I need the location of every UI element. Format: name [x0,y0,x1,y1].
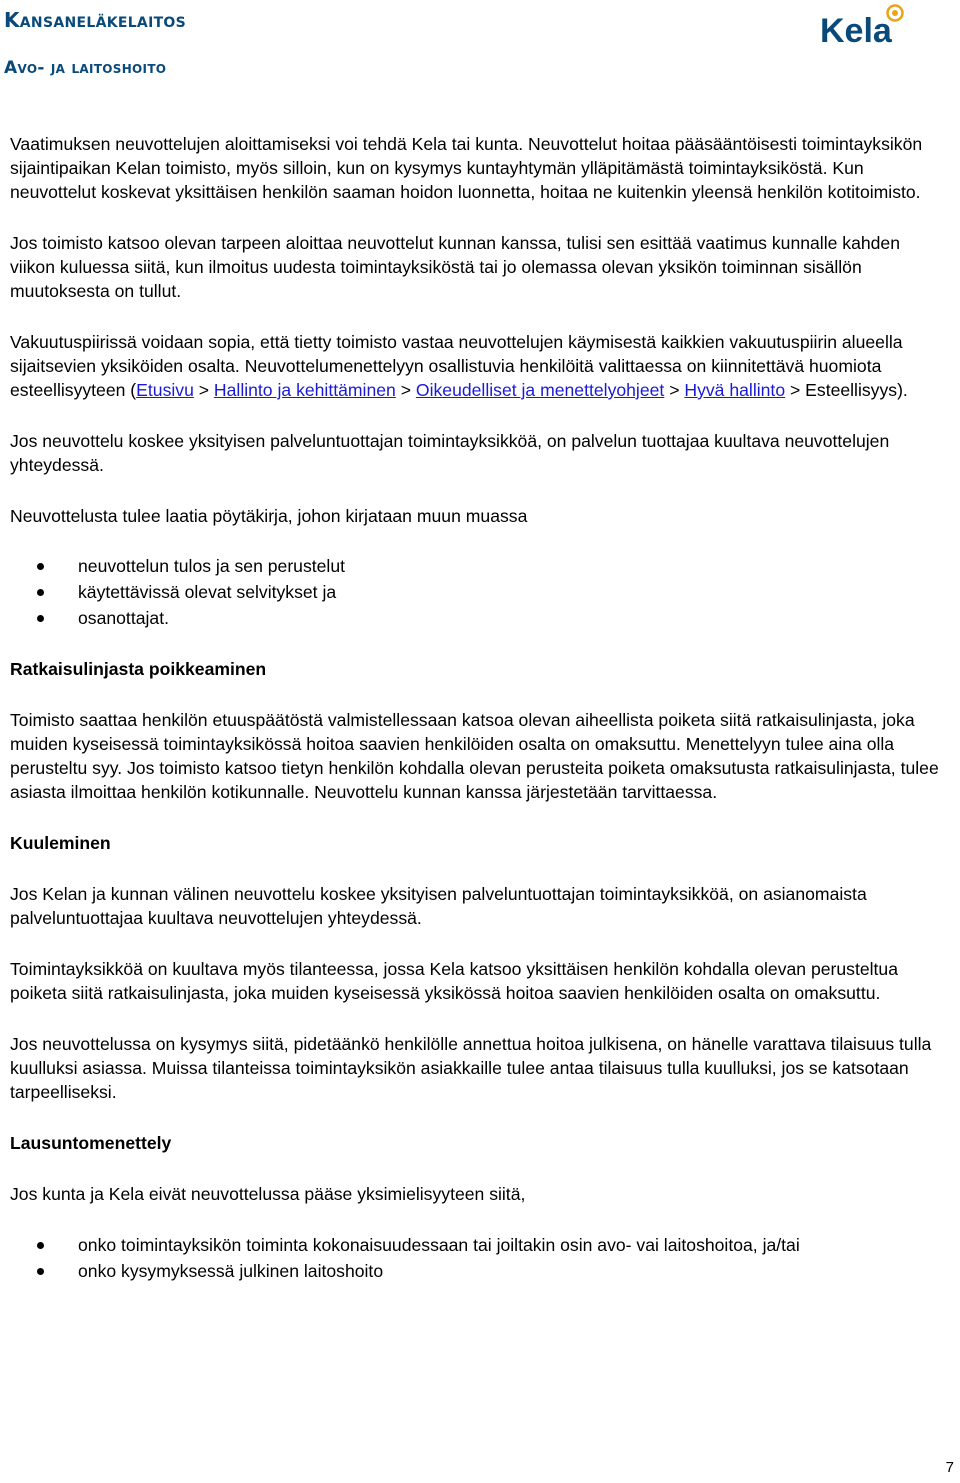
list-item: käytettävissä olevat selvitykset ja [10,580,946,604]
heading-lausuntomenettely: Lausuntomenettely [10,1133,172,1153]
paragraph-hearing-unit: Toimintayksikköä on kuultava myös tilanteessa, jossa Kela katsoo yksittäisen henkilön kohdalla olevan perusteltua poiketa siitä ratkaisulinjasta, joka muiden kyseisessä yksikössä hoitoa saavien henkilöiden osalta on omaksuttu. [10,959,898,1003]
paragraph-statement-procedure: Jos kunta ja Kela eivät neuvottelussa pääse yksimielisyyteen siitä, [10,1184,526,1204]
bullet-icon [37,563,44,570]
document-body [10,132,946,1310]
disagreement-list [10,1233,946,1283]
paragraph-negotiation-with-municipality: Jos toimisto katsoo olevan tarpeen aloittaa neuvottelut kunnan kanssa, tulisi sen esittää vaatimus kunnalle kahden viikon kuluessa siitä, kun ilmoitus uudesta toimintayksiköstä tai jo olemassa olevan yksikön toiminnan sisällön muutoksesta on tullut. [10,233,901,301]
paragraph-insurance-district: Vakuutuspiirissä voidaan sopia, että tietty toimisto vastaa neuvottelujen käymisestä kaikkien vakuutuspiirin alueella sijaitsevien yksiköiden osalta. Neuvottelumenettelyyn osallistuvia henkilöitä valittaessa on kiinnitettävä huomiota esteellisyyteen (Etusivu > Hallinto ja kehittäminen > Oikeudelliset ja menettelyohjeet > Hyvä hallinto > Esteellisyys). [10,332,908,400]
link-hallinto-ja-kehittaminen[interactable]: Hallinto ja kehittäminen [213,380,396,400]
list-item: osanottajat. [10,606,946,630]
paragraph-negotiation-initiation: Vaatimuksen neuvottelujen aloittamiseksi voi tehdä Kela tai kunta. Neuvottelut hoitaa pääsääntöisesti toimintayksikön sijaintipaikan Kelan toimisto, myös silloin, kun on kysymys kuntayhtymän ylläpitämästä toimintayksiköstä. Kun neuvottelut koskevat yksittäisen henkilön saaman hoidon luonnetta, hoitaa ne kuitenkin yleensä henkilön kotitoimisto. [10,134,923,202]
link-hyva-hallinto[interactable]: Hyvä hallinto [684,380,786,400]
heading-kuuleminen: Kuuleminen [10,833,111,853]
paragraph-private-provider: Jos neuvottelu koskee yksityisen palveluntuottajan toimintayksikköä, on palvelun tuottajaa kuultava neuvottelujen yhteydessä. [10,431,890,475]
bullet-icon [37,615,44,622]
bullet-icon [37,589,44,596]
list-item: neuvottelun tulos ja sen perustelut [10,554,946,578]
page-number: 7 [945,1459,954,1476]
list-item: onko kysymyksessä julkinen laitoshoito [10,1259,946,1283]
header-section-title: Avo- ja laitoshoito [4,58,167,78]
paragraph-hearing-person: Jos neuvottelussa on kysymys siitä, pidetäänkö henkilölle annettua hoitoa julkisena, on hänelle varattava tilaisuus tulla kuulluksi asiassa. Muissa tilanteissa toimintayksikön asiakkaille tulee antaa tilaisuus tulla kuulluksi, jos se katsotaan tarpeelliseksi. [10,1034,932,1102]
paragraph-deviation: Toimisto saattaa henkilön etuuspäätöstä valmistellessaan katsoa olevan aiheellista poiketa siitä ratkaisulinjasta, joka muiden kyseisessä toimintayksikössä hoitoa saavien henkilöiden osalta on omaksuttu. Menettelyyn tulee aina olla perusteltu syy. Jos toimisto katsoo tietyn henkilön kohdalla olevan perusteita poiketa omaksutusta ratkaisulinjasta, tulee asiasta ilmoittaa henkilön kotikunnalle. Neuvottelu kunnan kanssa järjestetään tarvittaessa. [10,710,939,802]
paragraph-hearing-provider: Jos Kelan ja kunnan välinen neuvottelu koskee yksityisen palveluntuottajan toimintayksikköä, on asianomaista palveluntuottajaa kuultava neuvottelujen yhteydessä. [10,884,867,928]
paragraph-minutes: Neuvottelusta tulee laatia pöytäkirja, johon kirjataan muun muassa [10,506,528,526]
bullet-icon [37,1268,44,1275]
kela-logo [818,4,908,48]
header-organization: Kansaneläkelaitos [4,8,187,32]
bullet-icon [37,1242,44,1249]
link-etusivu[interactable]: Etusivu [136,380,194,400]
list-item: onko toimintayksikön toiminta kokonaisuudessaan tai joiltakin osin avo- vai laitoshoitoa, ja/tai [10,1233,946,1257]
minutes-contents-list [10,554,946,630]
heading-ratkaisulinjasta-poikkeaminen: Ratkaisulinjasta poikkeaminen [10,659,267,679]
kela-logo-text: Kela [820,12,892,48]
link-oikeudelliset-ja-menettelyohjeet[interactable]: Oikeudelliset ja menettelyohjeet [415,380,665,400]
